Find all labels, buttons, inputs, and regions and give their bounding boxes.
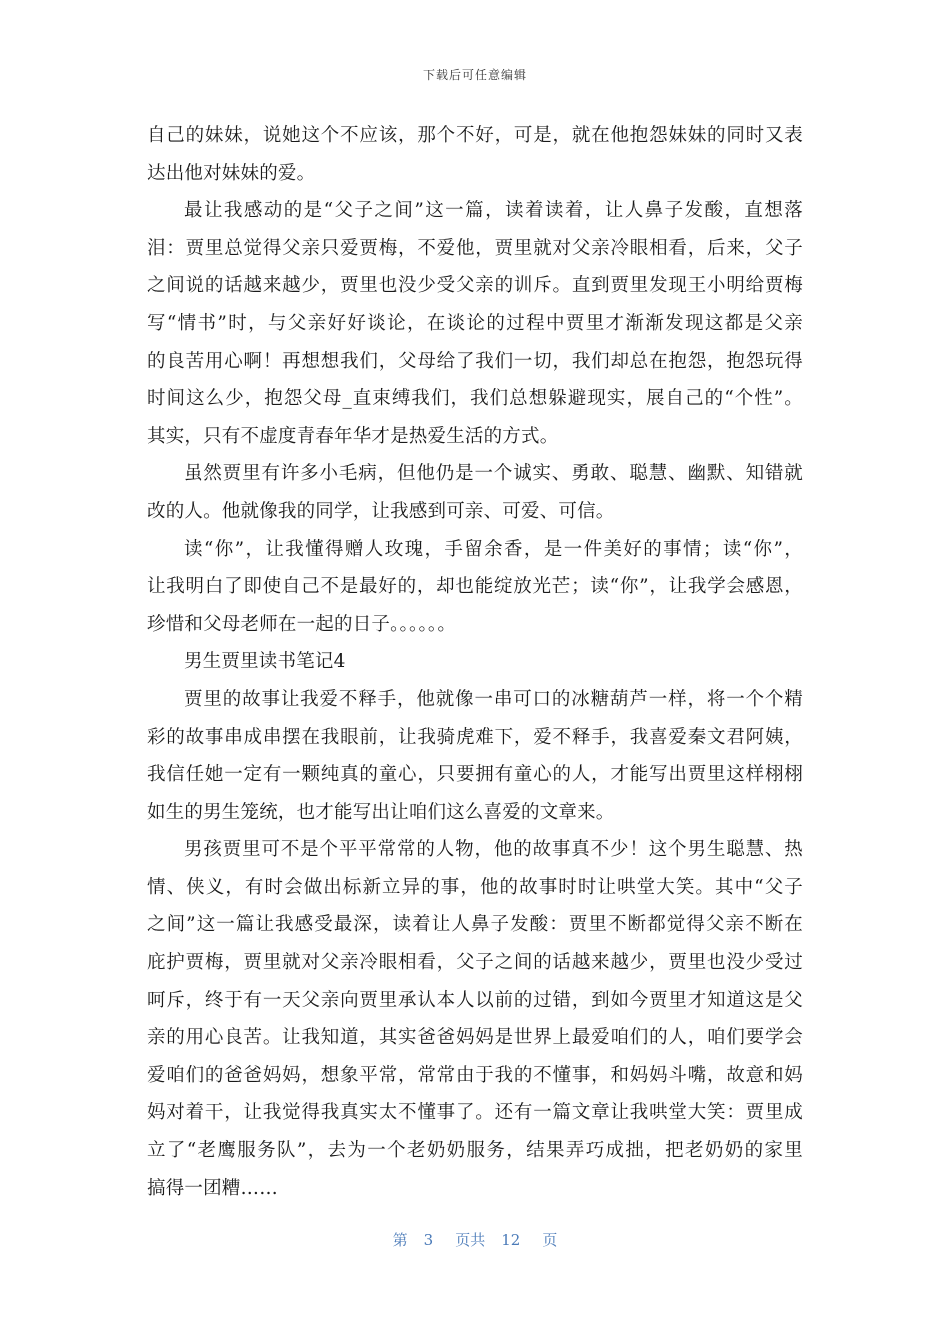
text-line: 立了“老鹰服务队”，去为一个老奶奶服务，结果弄巧成拙，把老奶奶的家里 <box>147 1140 803 1162</box>
text-line: 泪：贾里总觉得父亲只爱贾梅，不爱他，贾里就对父亲冷眼相看，后来，父子 <box>147 237 803 259</box>
page-label-suffix: 页 <box>542 1231 558 1249</box>
text-line: 彩的故事串成串摆在我眼前，让我骑虎难下，爱不释手，我喜爱秦文君阿姨， <box>147 726 803 748</box>
current-page-number: 3 <box>423 1231 434 1249</box>
text-line: 读“你”，让我懂得赠人玫瑰，手留余香，是一件美好的事情；读“你”， <box>184 538 803 560</box>
text-line: 情、侠义，有时会做出标新立异的事，他的故事时时让哄堂大笑。其中“父子 <box>147 876 803 898</box>
text-line: 贾里的故事让我爱不释手，他就像一串可口的冰糖葫芦一样，将一个个精 <box>184 688 803 710</box>
text-line: 如生的男生笼统，也才能写出让咱们这么喜爱的文章来。 <box>147 801 615 823</box>
text-line: 我信任她一定有一颗纯真的童心，只要拥有童心的人，才能写出贾里这样栩栩 <box>147 764 803 786</box>
text-line: 之间”这一篇让我感受最深，读着让人鼻子发酸：贾里不断都觉得父亲不断在 <box>147 914 803 936</box>
text-line: 其实，只有不虚度青春年华才是热爱生活的方式。 <box>147 425 559 447</box>
text-line: 妈对着干，让我觉得我真实太不懂事了。还有一篇文章让我哄堂大笑：贾里成 <box>147 1102 803 1124</box>
text-line: 让我明白了即使自己不是最好的，却也能绽放光芒；读“你”，让我学会感恩， <box>147 576 803 598</box>
text-line: 男孩贾里可不是个平平常常的人物，他的故事真不少！这个男生聪慧、热 <box>184 839 803 861</box>
text-line: 的良苦用心啊！再想想我们，父母给了我们一切，我们却总在抱怨，抱怨玩得 <box>147 350 803 372</box>
document-body <box>147 117 803 1207</box>
text-line: 自己的妹妹，说她这个不应该，那个不好，可是，就在他抱怨妹妹的同时又表 <box>147 125 803 146</box>
text-line: 搞得一团糟…… <box>147 1177 278 1199</box>
text-line: 呵斥，终于有一天父亲向贾里承认本人以前的过错，到如今贾里才知道这是父 <box>147 989 803 1011</box>
total-page-count: 12 <box>501 1231 521 1249</box>
text-line: 之间说的话越来越少，贾里也没少受父亲的训斥。直到贾里发现王小明给贾梅 <box>147 275 803 297</box>
text-line: 达出他对妹妹的爱。 <box>147 162 316 184</box>
text-line: 虽然贾里有许多小毛病，但他仍是一个诚实、勇敢、聪慧、幽默、知错就 <box>184 463 803 485</box>
text-line: 改的人。他就像我的同学，让我感到可亲、可爱、可信。 <box>147 500 615 522</box>
text-line: 珍惜和父母老师在一起的日子。。。。。。 <box>147 613 457 635</box>
text-line: 写“情书”时，与父亲好好谈论，在谈论的过程中贾里才渐渐发现这都是父亲 <box>147 312 803 334</box>
text-line: 爱咱们的爸爸妈妈，想象平常，常常由于我的不懂事，和妈妈斗嘴，故意和妈 <box>147 1064 803 1086</box>
page-label-prefix: 第 <box>392 1231 408 1249</box>
text-line: 亲的用心良苦。让我知道，其实爸爸妈妈是世界上最爱咱们的人，咱们要学会 <box>147 1027 803 1049</box>
page-footer <box>0 1229 950 1250</box>
page-header: 下载后可任意编辑 <box>422 68 527 82</box>
text-line: 最让我感动的是“父子之间”这一篇，读着读着，让人鼻子发酸，直想落 <box>184 200 803 222</box>
text-line: 庇护贾梅，贾里就对父亲冷眼相看，父子之间的话越来越少，贾里也没少受过 <box>147 952 803 974</box>
text-line: 时间这么少，抱怨父母_直束缚我们，我们总想躲避现实，展自己的“个性”。 <box>147 388 803 410</box>
page-label-middle: 页共 <box>455 1231 486 1249</box>
section-heading: 男生贾里读书笔记4 <box>184 651 346 673</box>
